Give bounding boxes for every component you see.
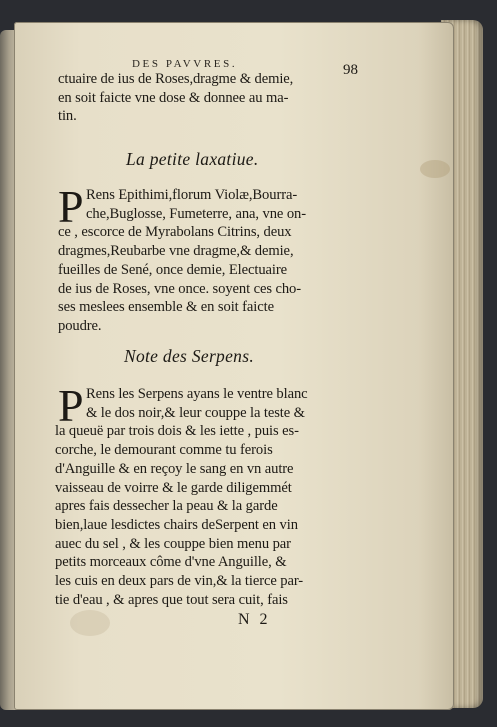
paragraph-first-lines: [86, 186, 306, 223]
text-line: fueilles de Sené, once demie, Electuaire: [58, 261, 287, 278]
text-line: les cuis en deux pars de vin,& la tierce par-: [55, 573, 304, 590]
text-line: Rens Epithimi,florum Violæ,Bourra-: [86, 187, 298, 203]
text-line: corche, le demourant comme tu ferois: [55, 442, 273, 459]
text-line: vaisseau de voirre & le garde diligemmét: [55, 479, 292, 496]
text-line: de ius de Roses, vne once. soyent ces cho-: [58, 280, 302, 297]
text-line: Rens les Serpens ayans le ventre blanc: [86, 386, 308, 402]
text-line: poudre.: [58, 317, 102, 334]
paragraph-first-lines: [86, 385, 308, 422]
page-number: 98: [343, 62, 358, 78]
text-line: ce , escorce de Myrabolans Citrins, deux: [58, 224, 292, 241]
drop-cap: P: [58, 181, 84, 232]
drop-cap: P: [58, 380, 84, 431]
running-head: DES PAVVRES.: [132, 58, 238, 70]
text-line: dragmes,Reubarbe vne dragme,& demie,: [58, 243, 294, 260]
text-line: ctuaire de ius de Roses,dragme & demie,: [58, 71, 294, 87]
continuation-text: [58, 70, 293, 126]
text-line: petits morceaux côme d'vne Anguille, &: [55, 554, 287, 571]
signature-mark: N 2: [238, 611, 271, 628]
section-title: La petite laxatiue.: [126, 149, 259, 169]
text-line: la queuë par trois dois & les iette , puis es-: [55, 423, 299, 440]
text-line: en soit faicte vne dose & donnee au ma-: [58, 89, 289, 106]
text-line: apres fais dessecher la peau & la garde: [55, 498, 278, 515]
text-line: che,Buglosse, Fumeterre, ana, vne on-: [86, 205, 307, 222]
text-line: & le dos noir,& leur couppe la teste &: [86, 404, 305, 421]
text-line: auec du sel , & les couppe bien menu par: [55, 535, 291, 552]
paragraph-body: [55, 422, 303, 609]
text-line: ses meslees ensemble & en soit faicte: [58, 299, 274, 316]
paper-stain: [70, 610, 110, 636]
text-line: d'Anguille & en reçoy le sang en vn autre: [55, 460, 294, 477]
paper-stain: [420, 160, 450, 178]
section-title: Note des Serpens.: [124, 346, 255, 366]
text-line: tie d'eau , & apres que tout sera cuit, fais: [55, 591, 288, 608]
text-line: tin.: [58, 108, 77, 125]
paragraph-body: [58, 223, 301, 335]
text-line: bien,laue lesdictes chairs deSerpent en vin: [55, 516, 298, 533]
